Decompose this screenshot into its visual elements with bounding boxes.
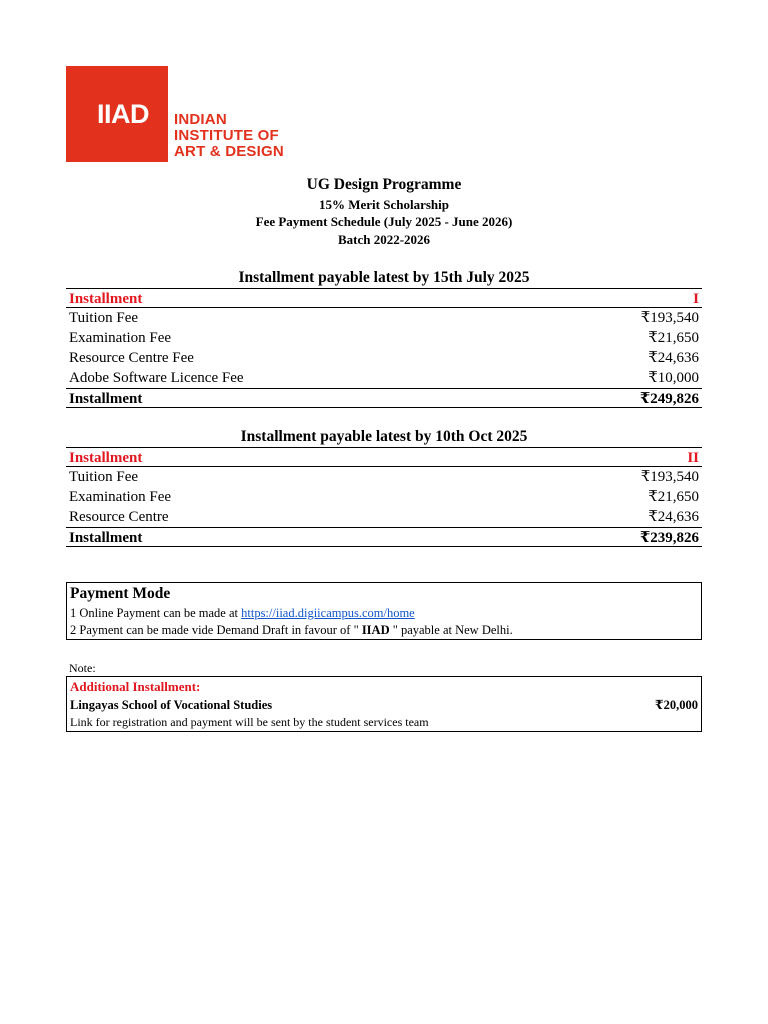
table-row: Adobe Software Licence Fee ₹10,000 [69, 370, 699, 386]
installment-1-total: Installment ₹249,826 [66, 388, 702, 408]
installment-2-caption: Installment payable latest by 10th Oct 2025 [240, 428, 528, 445]
payment-mode-title: Payment Mode [70, 585, 171, 602]
table-row: Resource Centre ₹24,636 [69, 509, 699, 525]
table-row: Tuition Fee ₹193,540 [69, 310, 699, 326]
registration-note: Link for registration and payment will be sent by the student services team [70, 715, 429, 729]
scholarship-title: 15% Merit Scholarship [319, 197, 449, 212]
schedule-title: Fee Payment Schedule (July 2025 - June 2026) [255, 214, 513, 229]
note-label: Note: [69, 661, 96, 675]
note-box [66, 676, 702, 732]
installment-2-table [66, 427, 702, 547]
installment-1-header: Installment I [66, 288, 702, 308]
iiad-logo [66, 66, 300, 162]
logo-mark: IIAD [66, 66, 168, 162]
programme-title: UG Design Programme [306, 176, 462, 193]
installment-2-header: Installment II [66, 447, 702, 467]
table-row: Examination Fee ₹21,650 [69, 330, 699, 346]
payment-line-online: 1 Online Payment can be made at https://iiad.digiicampus.com/home [70, 606, 415, 620]
logo-name: INDIAN INSTITUTE OF ART & DESIGN [174, 111, 284, 160]
installment-1-caption: Installment payable latest by 15th July 2025 [238, 269, 530, 286]
payment-line-dd: 2 Payment can be made vide Demand Draft in favour of " IIAD " payable at New Delhi. [70, 623, 513, 637]
payment-mode-box [66, 582, 702, 640]
additional-installment-title: Additional Installment: [70, 679, 201, 694]
table-row: Resource Centre Fee ₹24,636 [69, 350, 699, 366]
table-row: Examination Fee ₹21,650 [69, 489, 699, 505]
payment-link[interactable]: https://iiad.digiicampus.com/home [241, 606, 415, 620]
batch-title: Batch 2022-2026 [337, 232, 431, 247]
installment-1-table [66, 268, 702, 408]
installment-2-total: Installment ₹239,826 [66, 527, 702, 547]
table-row: Tuition Fee ₹193,540 [69, 469, 699, 485]
additional-installment-row: Lingayas School of Vocational Studies ₹20,000 [70, 698, 698, 712]
